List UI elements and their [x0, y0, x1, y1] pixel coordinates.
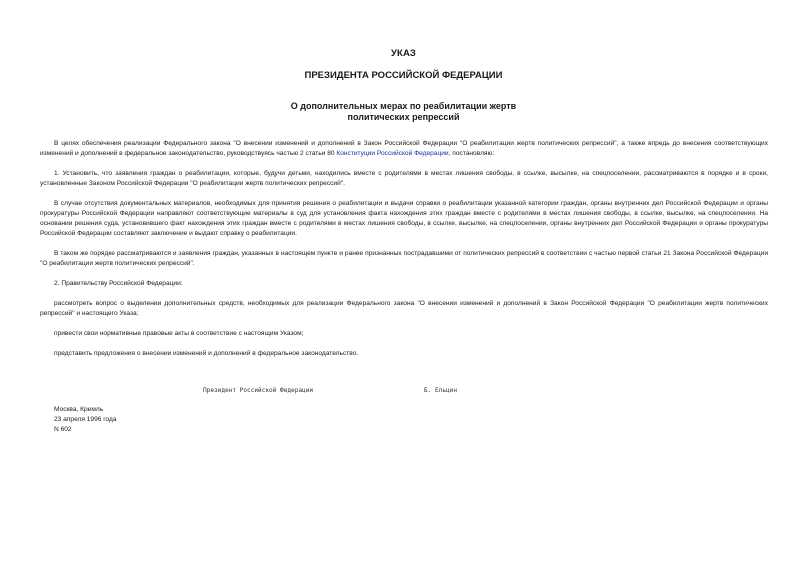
document-subtitle [0, 101, 807, 123]
paragraph-7: представить предложения о внесении изменений и дополнений в федеральное законодательство. [54, 350, 359, 357]
paragraph-1: 1. Установить, что заявления граждан о реабилитации, которые, будучи детьми, находились вместе с родителями в местах лишения свободы, в ссылке, высылке, на спецпоселении, рассматриваются в порядке и в сроки, установленные Законом Российской Федерации "О реабилитации жертв политических репрессий". [40, 170, 768, 187]
constitution-link[interactable]: Конституции Российской Федерации [336, 150, 449, 157]
signature-name: Б. Ельцин [424, 387, 458, 394]
subtitle-line-2: политических репрессий [347, 112, 460, 122]
paragraph-4: 2. Правительству Российской Федерации: [54, 280, 183, 287]
paragraph-5: рассмотреть вопрос о выделении дополнительных средств, необходимых для реализации Федерального закона "О внесении изменений и дополнений в Закон Российской Федерации "О реабилитации жертв политических репрессий" и настоящего Указа; [40, 300, 768, 317]
preamble-text-end: , постановляю: [448, 150, 495, 157]
paragraph-3: В таком же порядке рассматриваются и заявления граждан, указанных в настоящем пункте и ранее признанных пострадавшими от политических репрессий в соответствии с частью первой статьи 21 Закона Российской Федерации "О реабилитации жертв политических репрессий". [40, 250, 768, 267]
document-type-title: УКАЗ [391, 48, 416, 59]
document-issuer: ПРЕЗИДЕНТА РОССИЙСКОЙ ФЕДЕРАЦИИ [304, 70, 503, 81]
preamble-text-start: В целях обеспечения реализации Федерального закона "О внесении изменений и дополнений в Закон Российской Федерации "О реабилитации жертв политических репрессий", а также впредь до внесения соответствующих изменений и дополнений в федеральное законодательство, руководствуясь частью 2 статьи 80 [40, 140, 768, 157]
preamble-paragraph [40, 139, 768, 159]
signature-position: Президент Российской Федерации [203, 387, 314, 394]
paragraph-6: привести свои нормативные правовые акты в соответствие с настоящим Указом; [54, 330, 304, 337]
signing-date: 23 апреля 1996 года [54, 416, 117, 423]
signing-place: Москва, Кремль [54, 406, 104, 413]
paragraph-2: В случае отсутствия документальных материалов, необходимых для принятия решения о реабилитации и выдачи справки о реабилитации указанной категории граждан, органы внутренних дел Российской Федерации и органы прокуратуры Российской Федерации направляют соответствующие материалы в суд для установления факта нахождения этих граждан вместе с родителями в местах лишения свободы, в ссылке, высылке, на спецпоселении. На основании решения суда, установившего факт нахождения этих граждан вместе с родителями в местах лишения свободы, в ссылке, высылке, на спецпоселении, органы внутренних дел Российской Федерации и органы прокуратуры Российской Федерации составляют заключение и выдают справку о реабилитации. [40, 200, 768, 237]
decree-number: N 602 [54, 426, 72, 433]
subtitle-line-1: О дополнительных мерах по реабилитации жертв [290, 101, 517, 111]
document-body [40, 139, 768, 369]
signing-details [54, 405, 117, 435]
